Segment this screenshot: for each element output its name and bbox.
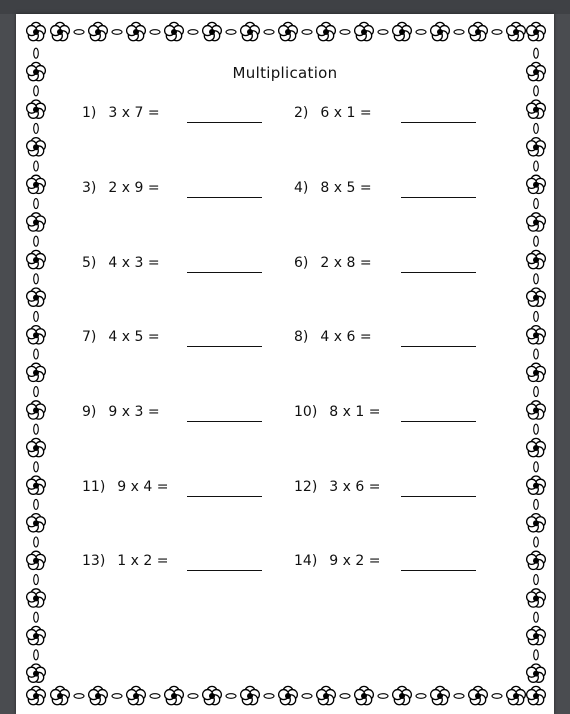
leaf-icon xyxy=(534,123,539,133)
problem-7 xyxy=(82,329,160,349)
leaf-icon xyxy=(34,424,39,434)
leaf-icon xyxy=(34,86,39,96)
problem-13 xyxy=(82,553,168,573)
flower-icon xyxy=(51,686,70,704)
leaf-icon xyxy=(534,387,539,397)
page-title: Multiplication xyxy=(232,64,338,82)
leaf-icon xyxy=(226,30,236,35)
problem-expression: 4 x 3 = xyxy=(108,255,160,271)
answer-line-4[interactable] xyxy=(401,197,476,198)
flower-icon xyxy=(393,686,412,704)
flower-icon xyxy=(27,250,46,268)
flower-icon xyxy=(317,22,336,40)
flower-icon xyxy=(527,363,546,381)
flower-icon xyxy=(355,686,374,704)
flower-icon xyxy=(527,514,546,532)
flower-icon xyxy=(165,686,184,704)
leaf-icon xyxy=(34,48,39,58)
problem-number: 11) xyxy=(82,479,106,495)
problem-expression: 8 x 1 = xyxy=(329,404,381,420)
flower-icon xyxy=(27,213,46,231)
problem-number: 1) xyxy=(82,105,97,121)
flower-icon xyxy=(27,476,46,494)
problem-expression: 3 x 6 = xyxy=(329,479,381,495)
problem-8 xyxy=(294,329,372,349)
flower-icon xyxy=(527,175,546,193)
flower-icon xyxy=(507,22,526,40)
leaf-icon xyxy=(534,161,539,171)
answer-line-5[interactable] xyxy=(187,272,262,273)
problem-expression: 9 x 3 = xyxy=(108,404,160,420)
leaf-icon xyxy=(534,537,539,547)
leaf-icon xyxy=(150,30,160,35)
problem-expression: 6 x 1 = xyxy=(320,105,372,121)
leaf-icon xyxy=(34,236,39,246)
flower-icon xyxy=(527,288,546,306)
leaf-icon xyxy=(534,349,539,359)
flower-icon xyxy=(27,22,46,40)
problem-14 xyxy=(294,553,380,573)
leaf-icon xyxy=(454,30,464,35)
leaf-icon xyxy=(378,30,388,35)
answer-line-3[interactable] xyxy=(187,197,262,198)
answer-line-2[interactable] xyxy=(401,122,476,123)
leaf-icon xyxy=(534,612,539,622)
flower-icon xyxy=(27,664,46,682)
flower-icon xyxy=(27,175,46,193)
answer-line-1[interactable] xyxy=(187,122,262,123)
flower-icon xyxy=(527,589,546,607)
flower-icon xyxy=(527,213,546,231)
leaf-icon xyxy=(34,387,39,397)
leaf-icon xyxy=(378,694,388,699)
answer-line-11[interactable] xyxy=(187,496,262,497)
flower-icon xyxy=(127,22,146,40)
flower-icon xyxy=(527,551,546,569)
flower-icon xyxy=(507,686,526,704)
flower-icon xyxy=(279,22,298,40)
answer-line-13[interactable] xyxy=(187,570,262,571)
leaf-icon xyxy=(34,462,39,472)
leaf-icon xyxy=(454,694,464,699)
leaf-icon xyxy=(416,30,426,35)
problem-expression: 9 x 4 = xyxy=(117,479,169,495)
flower-icon xyxy=(27,138,46,156)
leaf-icon xyxy=(416,694,426,699)
problem-10 xyxy=(294,404,380,424)
flower-icon xyxy=(51,22,70,40)
leaf-icon xyxy=(492,694,502,699)
leaf-icon xyxy=(534,462,539,472)
flower-icon xyxy=(27,551,46,569)
leaf-icon xyxy=(34,161,39,171)
leaf-icon xyxy=(188,694,198,699)
problem-9 xyxy=(82,404,160,424)
flower-icon xyxy=(469,686,488,704)
leaf-icon xyxy=(112,30,122,35)
problem-12 xyxy=(294,479,380,499)
worksheet-page xyxy=(16,14,554,714)
leaf-icon xyxy=(74,694,84,699)
answer-line-7[interactable] xyxy=(187,346,262,347)
problem-number: 5) xyxy=(82,255,97,271)
answer-line-6[interactable] xyxy=(401,272,476,273)
leaf-icon xyxy=(264,694,274,699)
problem-5 xyxy=(82,255,160,275)
flower-icon xyxy=(27,626,46,644)
problem-expression: 2 x 8 = xyxy=(320,255,372,271)
problem-1 xyxy=(82,105,160,125)
leaf-icon xyxy=(34,123,39,133)
leaf-icon xyxy=(534,199,539,209)
leaf-icon xyxy=(534,499,539,509)
leaf-icon xyxy=(226,694,236,699)
flower-icon xyxy=(279,686,298,704)
leaf-icon xyxy=(264,30,274,35)
leaf-icon xyxy=(492,30,502,35)
leaf-icon xyxy=(34,199,39,209)
leaf-icon xyxy=(34,612,39,622)
leaf-icon xyxy=(534,86,539,96)
leaf-icon xyxy=(188,30,198,35)
problem-expression: 9 x 2 = xyxy=(329,553,381,569)
flower-icon xyxy=(27,100,46,118)
flower-icon xyxy=(241,22,260,40)
problem-4 xyxy=(294,180,372,200)
problem-6 xyxy=(294,255,372,275)
flower-icon xyxy=(127,686,146,704)
problem-number: 14) xyxy=(294,553,318,569)
leaf-icon xyxy=(534,650,539,660)
answer-line-8[interactable] xyxy=(401,346,476,347)
flower-icon xyxy=(527,476,546,494)
problem-11 xyxy=(82,479,168,499)
flower-icon xyxy=(27,589,46,607)
flower-icon xyxy=(27,686,46,704)
flower-icon xyxy=(27,438,46,456)
flower-icon xyxy=(203,22,222,40)
flower-icon xyxy=(241,686,260,704)
leaf-icon xyxy=(302,694,312,699)
problem-expression: 4 x 5 = xyxy=(108,329,160,345)
flower-icon xyxy=(527,22,546,40)
leaf-icon xyxy=(534,274,539,284)
flower-icon xyxy=(527,686,546,704)
flower-icon xyxy=(165,22,184,40)
problem-expression: 1 x 2 = xyxy=(117,553,169,569)
flower-icon xyxy=(355,22,374,40)
problem-3 xyxy=(82,180,160,200)
problem-number: 10) xyxy=(294,404,318,420)
problem-number: 2) xyxy=(294,105,309,121)
leaf-icon xyxy=(34,499,39,509)
leaf-icon xyxy=(150,694,160,699)
leaf-icon xyxy=(302,30,312,35)
flower-icon xyxy=(527,138,546,156)
flower-icon xyxy=(527,438,546,456)
problem-number: 12) xyxy=(294,479,318,495)
leaf-icon xyxy=(34,537,39,547)
answer-line-14[interactable] xyxy=(401,570,476,571)
problem-2 xyxy=(294,105,372,125)
leaf-icon xyxy=(34,575,39,585)
flower-icon xyxy=(27,326,46,344)
leaf-icon xyxy=(534,424,539,434)
leaf-icon xyxy=(534,48,539,58)
problem-expression: 8 x 5 = xyxy=(320,180,372,196)
flower-icon xyxy=(89,22,108,40)
problem-number: 8) xyxy=(294,329,309,345)
flower-icon xyxy=(27,401,46,419)
leaf-icon xyxy=(534,236,539,246)
flower-icon xyxy=(527,626,546,644)
problem-number: 7) xyxy=(82,329,97,345)
leaf-icon xyxy=(34,274,39,284)
flower-icon xyxy=(27,363,46,381)
leaf-icon xyxy=(34,311,39,321)
leaf-icon xyxy=(112,694,122,699)
leaf-icon xyxy=(34,349,39,359)
viewer-top-bar xyxy=(0,0,570,14)
answer-line-10[interactable] xyxy=(401,421,476,422)
problem-number: 9) xyxy=(82,404,97,420)
problem-expression: 4 x 6 = xyxy=(320,329,372,345)
problem-number: 13) xyxy=(82,553,106,569)
leaf-icon xyxy=(534,311,539,321)
flower-icon xyxy=(527,664,546,682)
flower-icon xyxy=(527,100,546,118)
problem-number: 3) xyxy=(82,180,97,196)
flower-icon xyxy=(431,22,450,40)
flower-icon xyxy=(89,686,108,704)
flower-icon xyxy=(317,686,336,704)
answer-line-9[interactable] xyxy=(187,421,262,422)
flower-icon xyxy=(469,22,488,40)
flower-icon xyxy=(393,22,412,40)
problem-number: 4) xyxy=(294,180,309,196)
problem-number: 6) xyxy=(294,255,309,271)
leaf-icon xyxy=(534,575,539,585)
answer-line-12[interactable] xyxy=(401,496,476,497)
problem-expression: 2 x 9 = xyxy=(108,180,160,196)
flower-icon xyxy=(203,686,222,704)
flower-icon xyxy=(27,288,46,306)
leaf-icon xyxy=(34,650,39,660)
flower-icon xyxy=(527,401,546,419)
flower-icon xyxy=(527,326,546,344)
flower-icon xyxy=(527,250,546,268)
problem-expression: 3 x 7 = xyxy=(108,105,160,121)
leaf-icon xyxy=(340,694,350,699)
flower-icon xyxy=(431,686,450,704)
flower-icon xyxy=(27,514,46,532)
leaf-icon xyxy=(340,30,350,35)
leaf-icon xyxy=(74,30,84,35)
